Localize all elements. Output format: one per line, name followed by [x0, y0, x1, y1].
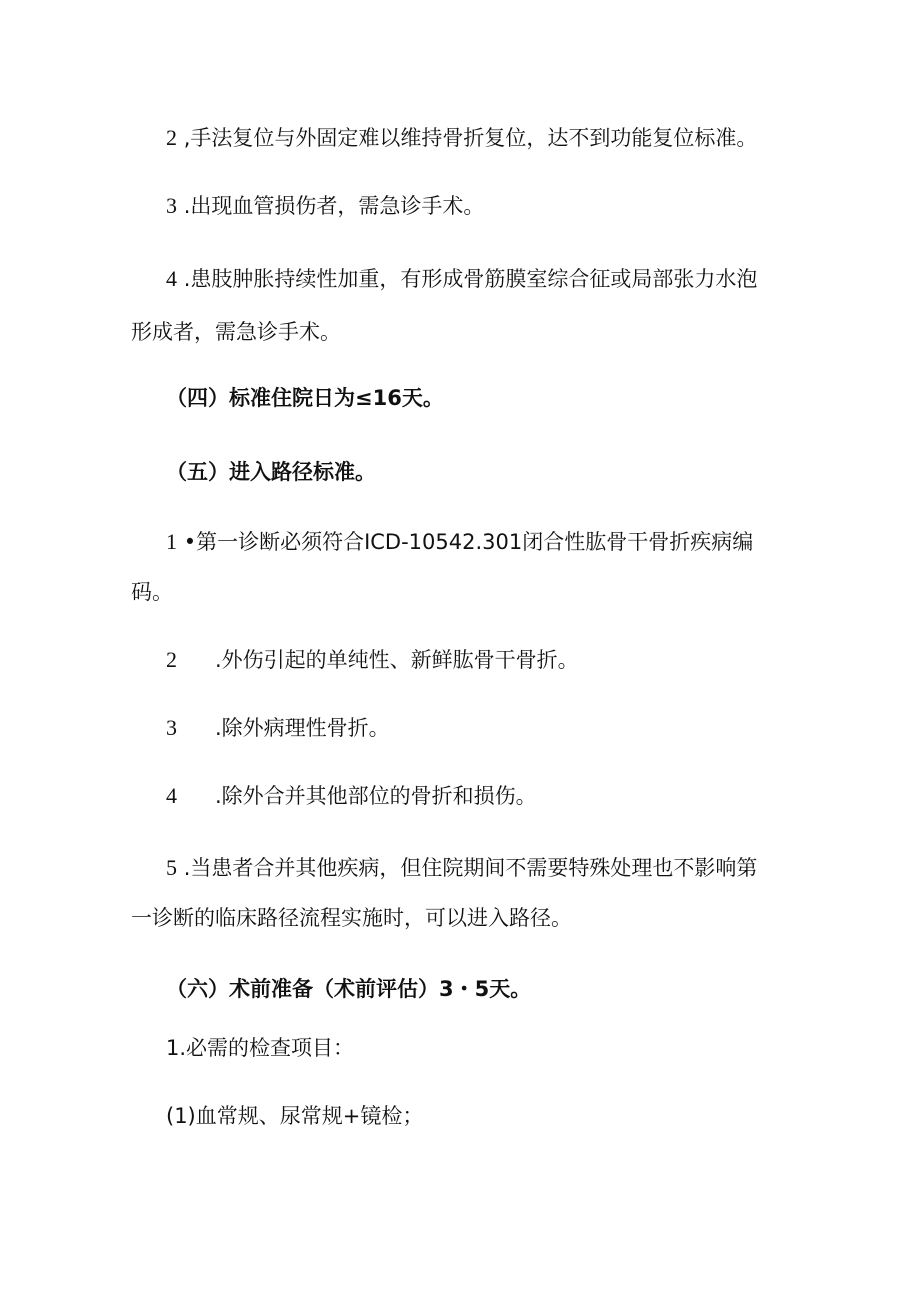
heading-text: （四）标准住院日为≤16天。	[166, 386, 444, 410]
criteria-5-continuation	[131, 904, 572, 932]
item-text: .外伤引起的单纯性、新鲜肱骨干骨折。	[215, 648, 579, 672]
item-text: (1)血常规、尿常规+镜检；	[166, 1104, 424, 1128]
item-number: 4	[166, 783, 177, 808]
criteria-5-line	[166, 854, 757, 882]
section-heading-5	[166, 458, 376, 486]
item-number: 1	[166, 529, 177, 554]
item-text: .患肢肿胀持续性加重，有形成骨筋膜室综合征或局部张力水泡	[183, 267, 758, 291]
criteria-4-line	[166, 782, 537, 810]
item-4-line	[166, 265, 757, 293]
item-text: .出现血管损伤者，需急诊手术。	[183, 194, 485, 218]
item-text: 形成者，需急诊手术。	[131, 320, 341, 344]
criteria-1-line	[166, 528, 753, 556]
heading-text: （五）进入路径标准。	[166, 460, 376, 484]
item-text: ,手法复位与外固定难以维持骨折复位，达不到功能复位标准。	[183, 126, 758, 150]
item-2-line	[166, 124, 757, 152]
item-text: .除外合并其他部位的骨折和损伤。	[215, 784, 537, 808]
heading-text: （六）术前准备（术前评估）3・5天。	[166, 977, 532, 1001]
item-4-continuation	[131, 318, 341, 346]
section-heading-6	[166, 975, 531, 1003]
item-number: 3	[166, 193, 177, 218]
item-number: 2	[166, 125, 177, 150]
criteria-3-line	[166, 714, 390, 742]
item-text: •第一诊断必须符合ICD-10542.301闭合性肱骨干骨折疾病编	[183, 530, 754, 554]
item-text: 码。	[131, 580, 173, 604]
item-number: 3	[166, 715, 177, 740]
criteria-2-line	[166, 646, 579, 674]
criteria-1-continuation	[131, 578, 173, 606]
item-text: .当患者合并其他疾病，但住院期间不需要特殊处理也不影响第	[183, 856, 758, 880]
item-text: 一诊断的临床路径流程实施时，可以进入路径。	[131, 906, 572, 930]
section-heading-4	[166, 384, 444, 412]
item-number: 5	[166, 855, 177, 880]
exam-items-heading	[166, 1034, 354, 1062]
exam-item-1	[166, 1102, 423, 1130]
item-3-line	[166, 192, 484, 220]
item-text: 1.必需的检查项目：	[166, 1036, 355, 1060]
item-number: 4	[166, 266, 177, 291]
item-text: .除外病理性骨折。	[215, 716, 390, 740]
item-number: 2	[166, 647, 177, 672]
